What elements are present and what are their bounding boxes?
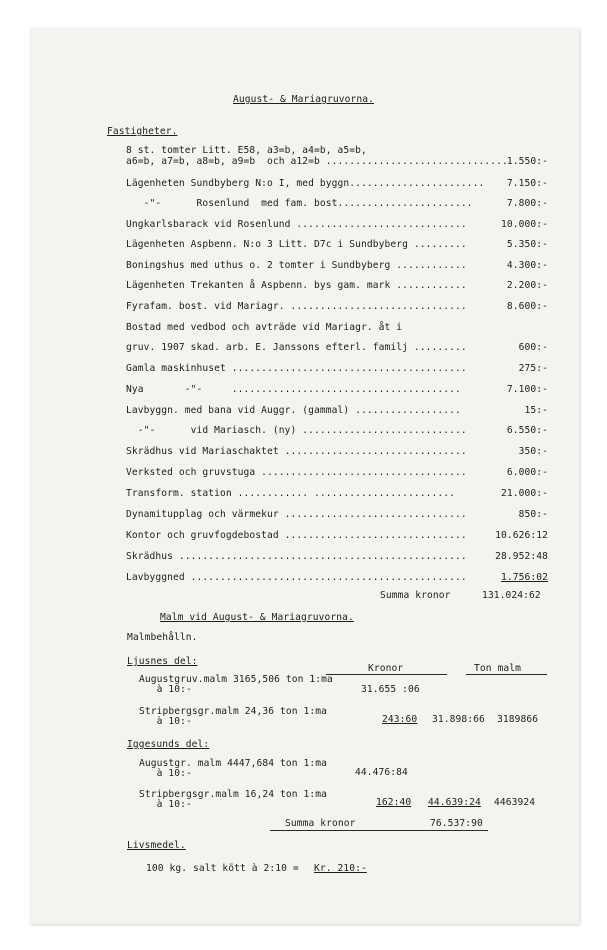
property-amount: 275:- — [518, 363, 548, 374]
property-amount: 8.600:- — [506, 301, 548, 312]
ore-row-line1: Stripbergsgr.malm 24,36 ton 1:ma — [139, 706, 328, 717]
ore-row-sum: 44.639:24 — [428, 797, 481, 808]
livsmedel-line: 100 kg. salt kött à 2:10 = — [146, 863, 305, 874]
malm-title: Malm vid August- & Mariagruvorna. — [160, 612, 354, 623]
ore-row-kronor: 31.655 :06 — [361, 684, 420, 695]
property-amount: 1.756:02 — [500, 572, 548, 583]
property-description: Boningshus med uthus o. 2 tomter i Sundbyberg ............ — [126, 260, 467, 271]
ljusnes-heading: Ljusnes del: — [127, 656, 198, 667]
property-description: 8 st. tomter Litt. E58, a3=b, a4=b, a5=b, — [126, 145, 367, 156]
property-description: Kontor och gruvfogdebostad ............................... — [126, 530, 467, 541]
ore-row-line2: à 10:- — [139, 684, 192, 695]
summa-kronor-value: 131.024:62 — [482, 590, 541, 601]
ore-row-line1: Augustgruv.malm 3165,506 ton 1:ma — [139, 674, 333, 685]
property-description: Lägenheten Aspbenn. N:o 3 Litt. D7c i Sundbyberg ......... — [126, 239, 467, 250]
summa-underline-2 — [270, 830, 488, 831]
summa-kronor-label: Summa kronor — [380, 590, 451, 601]
property-description: Fyrafam. bost. vid Mariagr. .............................. — [126, 301, 467, 312]
column-underline-ton — [466, 674, 547, 675]
ore-row-line1: Stripbergsgr.malm 16,24 ton 1:ma — [139, 789, 328, 800]
property-description: -"- Rosenlund med fam. bost....................... — [126, 198, 473, 209]
property-amount: 28.952:48 — [495, 551, 548, 562]
column-header-ton-malm: Ton malm — [474, 663, 522, 674]
property-amount: 350:- — [518, 446, 548, 457]
property-amount: 7.100:- — [506, 384, 548, 395]
property-description: Verksted och gruvstuga ................................... — [126, 467, 467, 478]
property-description: Bostad med vedbod och avträde vid Mariagr. åt i — [126, 322, 403, 333]
property-amount: 2.200:- — [506, 280, 548, 291]
livsmedel-value: Kr. 210:- — [314, 863, 367, 874]
property-description: Dynamitupplag och värmekur ............................... — [126, 509, 467, 520]
property-amount: 6.000:- — [506, 467, 548, 478]
property-description: Skrädhus ................................................. — [126, 551, 467, 562]
ore-row-line1: Augustgr. malm 4447,684 ton 1:ma — [139, 758, 328, 769]
property-amount: 7.150:- — [506, 178, 548, 189]
ore-row-kronor: 243:60 — [382, 714, 418, 725]
ore-row-kronor: 162:40 — [376, 797, 412, 808]
property-amount: 6.550:- — [506, 425, 548, 436]
page-title: August- & Mariagruvorna. — [233, 94, 375, 105]
property-description-cont: a6=b, a7=b, a8=b, a9=b och a12=b ............................... — [126, 156, 508, 167]
ore-row-line2: à 10:- — [139, 716, 192, 727]
ore-row-kronor: 44.476:84 — [355, 767, 408, 778]
property-amount: 7.800:- — [506, 198, 548, 209]
ore-row-ton: 4463924 — [494, 797, 536, 808]
property-description: Transform. station ............ ........................ — [126, 488, 456, 499]
section-heading-fastigheter: Fastigheter. — [107, 126, 178, 137]
property-amount: 1.550:- — [506, 156, 548, 167]
column-underline-kronor — [326, 674, 447, 675]
property-amount: 5.350:- — [506, 239, 548, 250]
iggesunds-heading: Iggesunds del: — [127, 739, 210, 750]
property-description: Lägenheten Sundbyberg N:o I, med byggn....................... — [126, 178, 485, 189]
malmbehalln-label: Malmbehålln. — [127, 632, 198, 643]
property-amount: 10.000:- — [500, 219, 548, 230]
ore-row-ton: 3189866 — [497, 714, 539, 725]
property-description: Gamla maskinhuset ........................................ — [126, 363, 467, 374]
property-description: Lägenheten Trekanten å Aspbenn. bys gam. mark ............ — [126, 280, 467, 291]
livsmedel-heading: Livsmedel. — [127, 840, 186, 851]
property-description: Lavbyggn. med bana vid Auggr. (gammal) .................. — [126, 405, 461, 416]
ore-row-sum: 31.898:66 — [432, 714, 485, 725]
summa-kronor-label-2: Summa kronor — [285, 818, 356, 829]
property-amount: 850:- — [518, 509, 548, 520]
property-amount: 21.000:- — [500, 488, 548, 499]
column-header-kronor: Kronor — [368, 663, 404, 674]
summa-kronor-value-2: 76.537:90 — [430, 818, 483, 829]
property-description: Nya -"- ....................................... — [126, 384, 461, 395]
ore-row-line2: à 10:- — [139, 799, 192, 810]
property-amount: 15:- — [524, 405, 548, 416]
property-amount: 600:- — [518, 342, 548, 353]
property-description: Ungkarlsbarack vid Rosenlund ............................. — [126, 219, 467, 230]
property-description: gruv. 1907 skad. arb. E. Janssons efterl. familj ......... — [126, 342, 467, 353]
property-amount: 10.626:12 — [495, 530, 548, 541]
property-description: Skrädhus vid Mariaschaktet ............................... — [126, 446, 467, 457]
property-description: Lavbyggned ............................................... — [126, 572, 467, 583]
property-amount: 4.300:- — [506, 260, 548, 271]
ore-row-line2: à 10:- — [139, 768, 192, 779]
property-description: -"- vid Mariasch. (ny) ............................ — [126, 425, 467, 436]
